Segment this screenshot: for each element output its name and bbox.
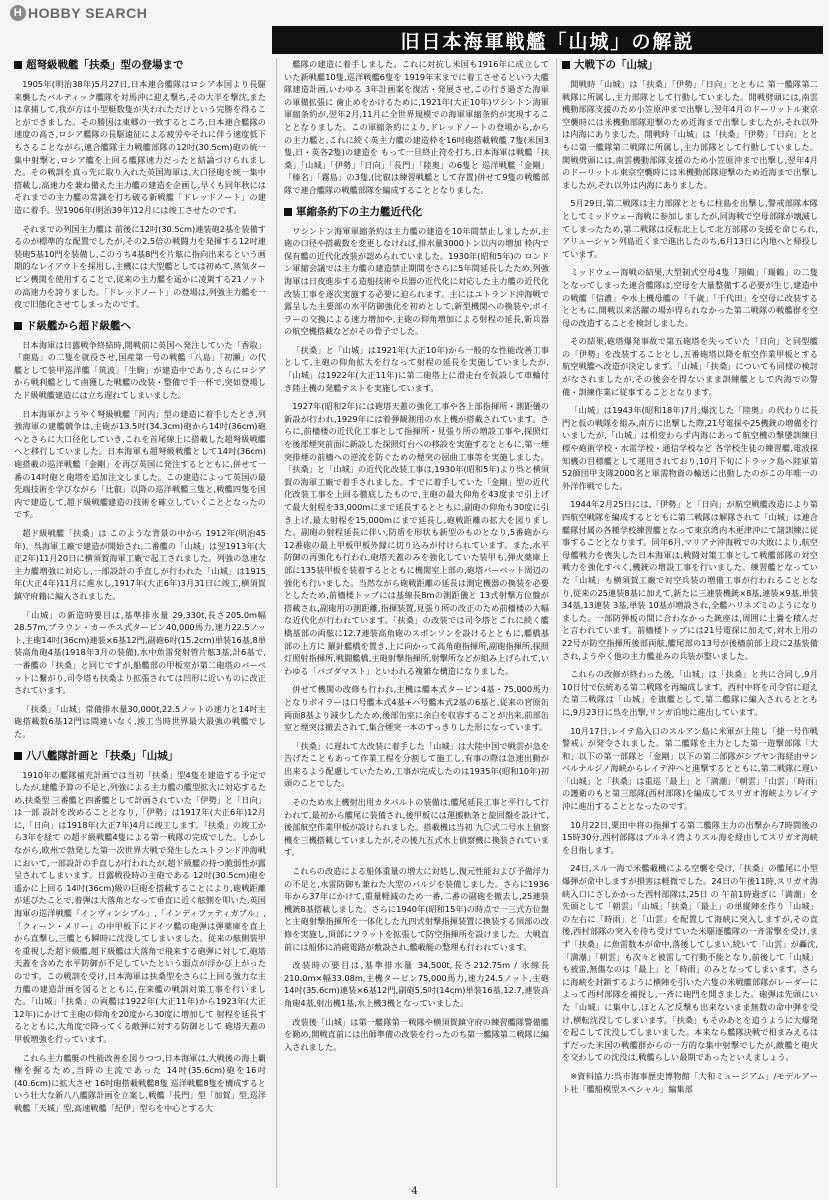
- paragraph: これらの改造による船体重量の増大に対処し,復元性能および予備浮力の不足と,水雷防御も兼ねた大型のバルジを装備しました。さらに1936年から37年にかけて,重量軽減のため一番,二番の副砲を撤去し,25連装機銃8基搭載しました。さらに1940年(昭和15年)の時点で一三式方位盤と主砲射撃指揮所を一体化した九四式射撃指揮装置に換装する頂部の改修を実施し,頂部にフラットを拡張して防空指揮所を設けました。大戦直前には船体に消磁電路が敷設され,艦載艇の整理も行われています。: [284, 866, 549, 952]
- column-divider: [276, 58, 277, 1188]
- paragraph: 「扶桑」に遅れて大改装に着手した「山城」は大陸中国で戦雲が急を告げたこともあって作業工程を分割して施工し,有事の際は急速出動が 出来るよう配慮していたため,工事が完成したのは1935年(昭和10年)初頭のことでした。: [284, 740, 549, 789]
- paragraph: 1905年(明治38年)5月27日,日本連合艦隊はロシア本国より長駆来襲したバルティック艦隊を対馬沖に迎え撃ち,その大半を撃沈,または拿捕して,我が方は小型艇数隻が失われただけという完勝を得ることができました。その勝因は東郷の一致するところ,日本連合艦隊の速度の高さ,ロシア艦隊の長駆遠征による疲労やそれに伴う速度低下もさることながら,連合艦隊主力戦艦部隊の12吋(30.5cm)砲の統一集中射撃と,ロシア艦を上回る艦隊速力だったと結論づけられました。その戦訓を真っ先に取り入れた英国海軍は,大口径砲を統一集中搭載し,高速力を兼ね備えた主力艦の建造を企画し,早くも同年秋にはそれまでの主力艦の常識を打ち破る新戦艦「ドレッドノート」の建造に着手。翌1906年(明治39年)12月には竣工させたのです。: [14, 79, 266, 215]
- paragraph: その結果,砲塔爆発事故で第五砲塔を失っていた「日向」と同型艦の「伊勢」を改装することとし,五番砲塔以降を航空作業甲板とする航空戦艦へ改造が決定します。「山城」「扶桑」についても同様の検討がなされましたが,その後会を得ないまま訓練艦として内海での警備・訓練作業に従事することとなります。: [562, 336, 818, 397]
- paragraph: 10月17日,レイテ島入口のスルアン島に米軍が上陸し「捷一号作戦警戒」が発令されました。第二艦隊を主力とした第一遊撃部隊「大和」以下の第一部隊と「金剛」以下の第二部隊がシブヤン海経由サンベルナルジノ海峡からレイテ沖へと進撃するとともに,第二戦隊に遅い「山城」と「扶桑」は重巡「最上」と「満潮」「朝雲」「山雲」「時雨」の護衛のもと第三部隊(西村部隊)を編成してスリガオ海峡よりレイテ沖に進出することとなったのです。: [562, 725, 818, 812]
- section-heading: 超弩級戦艦「扶桑」型の登場まで: [14, 58, 266, 72]
- paragraph: これらの改修が終わった後,「山城」は「扶桑」と共に合同し,9月10日付で伝統ある第二戦隊を再編成します。西村中将を司令官に迎えた第二戦隊は「山城」を旗艦として,第二艦隊に編入されるとともに,9月23日に呉を出撃,リンガ泊地に進出しています。: [562, 669, 818, 717]
- column-2: [284, 58, 549, 1188]
- paragraph: 超ド級戦艦「扶桑」は このような背景の中から 1912年(明治45年)、呉海軍工廠で建造が開始され,二番艦の「山城」は翌1913年(大正2年)11月20日に横須賀海軍工廠で起工されました。列強の急速な主力艦増強に対応し,一部設計の手直しが行われた「山城」は1915年(大正4年)11月に進水し,1917年(大正6年)3月31日に竣工,横須賀鎮守府籍に編入されました。: [14, 528, 266, 601]
- page-number: 4: [411, 1186, 418, 1197]
- square-bullet-icon: [562, 61, 570, 69]
- column-1: [14, 58, 266, 1188]
- paragraph: 日本海軍は日露戦争終結時,開戦前に英国へ発注していた「香取」「鹿島」の二隻を就役させ,国産第一号の戦艦「八島」「初瀬」の代艦として装甲巡洋艦「筑波」「生駒」が建造中であり,さらにロシアから戦利艦として鹵獲した戦艦の改装・整備で手一杯で,突如登場したド級戦艦建造には立ち遅れてしまいました。: [14, 339, 266, 401]
- paragraph: 開戦時「山城」は「扶桑」「伊勢」「日向」とともに 第一艦隊第二戦隊に所属し,主力部隊として行動していました。開戦劈頭には,南雲機動部隊支援のため小笠原沖まで出撃し,翌年4月のドーリットル東京空襲時には米機動部隊迎撃のため近海まで出撃しましたが,それ以外は内海にありました。開戦時「山城」は「扶桑」「伊勢」「日向」とともに第一艦隊第二戦隊に所属し,主力部隊として行動していました。開戦劈頭には,南雲機動部隊支援のため小笠原沖まで出撃し,翌年4月のドーリットル東京空襲時には米機動部隊迎撃のため近海まで出撃しましたが,それ以外は内海にありました。: [562, 79, 818, 190]
- paragraph: 1944年2月25日には,「伊勢」と「日向」が航空戦艦改造により第四航空戦隊を編成するとともに第二戦隊は解隊されて「山城」は連合艦隊付属の各種学校練習艦となって東京湾内木更津沖にて諸訓練に従事することとなります。同年6月,マリアナ沖海戦での大敗により,航空母艦戦力を喪失した日本海軍は,戦闘対策工事として戦艦部隊の対空戦力を強化すべく,機銃の増設工事を行いました。練習艦となっていた「山城」も横須賀工廠で対空兵装の増備工事が行われることとなり,従来の25連装8基に加えて,新たに三連装機銃×8基,連装×9基,単装34基,13連装 3基,単装 10基が増設され,全艦ハリネズミのようになりました。一部防弾板の間に合わなかった銃座は,周囲に土嚢を積んだと言われています。前檣楼トップには21号電探に加えて,対水上用の22号が防空指揮所後部両舷,艦尾部の13号が後檣前部上段に2基装備され,ようやく他の主力艦並みの兵装が整いました。: [562, 499, 818, 661]
- paragraph: 5月29日,第二戦隊は主力部隊とともに柱島を出撃し,警戒部隊本隊としてミッドウェー海戦に参加しましたが,同海戦で空母部隊が壊滅してしまったため,第二戦隊は反転北上して北方部隊の支援を命じられ,アリューシャン列島近くまで進出したのち,6月13日に内地へと帰投しています。: [562, 198, 818, 259]
- paragraph: 1910年の艦隊補充計画では当初「扶桑」型4隻を建造する予定でしたが,建艦予算の不足と,列強による主力艦の艦型拡大に対応するため,扶桑型 三番艦と四番艦として計画されていた「伊勢」と「日向」は一部 設計を改めることとなり,「伊勢」は1917年(大正6年)12月に,「日向」は1918年(大正7年)4月に竣工します。「扶桑」の竣工から3年を経て の超ド級戦艦4隻による第一戦隊の完成でした。しかしながら,欧州で勃発した第一次世界大戦で発生したユトランド沖海戦において,一部設計の手直しが行われたが,超ド級艦の持つ脆弱性が露呈されてしまいます。日露戦役時の主砲である 12吋(30.5cm)砲を遙かに上回る 14吋(36cm)級の巨砲を搭載することにより,砲戦距離が延びたことで,着弾は大落角となって垂直に近く舷側を叩いた,英国海軍の巡洋戦艦「インヴィンシブル」,「インディファティガブル」,「クィーン・メリー」の中甲板下にドイツ艦の砲弾は弾薬庫を直上から直撃し,三艦とも瞬時に沈没してしまいました。従来の舷側装甲を重視した超ド級艦,超ド級艦は大落角で飛来する砲弾に対して,砲塔天蓋を含めた水平防御が不足していたという弱点が浮かび上がったのです。この戦訓を受け,日本海軍は扶桑型をさらに上回る強力な主力艦の建造計画を図るとともに,在来艦の戦訓対策工事を行いました。「山城」「扶桑」の両艦は1922年(大正11年)から1923年(大正12年)にかけて主砲の仰角を20度から30度に増加して 射程を延長するとともに,大角度で降ってくる敵弾に対する防御として 砲塔天蓋の甲板増強を行っています。: [14, 769, 266, 1044]
- paragraph: 改装後「山城」は第一艦隊第一戦隊や横須賀鎮守府の練習艦隊警備艦を勤め,開戦直前には出師準備の改装を行ったのち第一艦隊第二戦隊に編入されました。: [284, 1016, 549, 1052]
- logo-text: HOBBY SEARCH: [28, 5, 148, 21]
- square-bullet-icon: [14, 752, 22, 760]
- square-bullet-icon: [284, 208, 292, 216]
- paragraph: 改装時の要目は,基準排水量 34,500t,長さ212.75m / 水線長210.0m×幅33.08m,主機タービン75,000馬力,速力24.5ノット,主砲14吋(35.6cm)連装×6基12門,副砲5.5吋(14cm)単装16基,12.7,連装高角砲4基,射出機1基,水上機3機となっていました。: [284, 960, 549, 1008]
- paragraph: 「扶桑」「山城」常備排水量30,000t,22.5ノットの速力と14吋主砲搭載数6基12門は間違いなく,竣工当時世界最大最強の戦艦でした。: [14, 703, 266, 739]
- paragraph: 併せて機関の改修も行われ,主機は艦本式タービン4基・75,000馬力となりボイラーは口号艦本式4基+ハ号艦本式2基の6基と,従来の宮原缶両面8基より減少したため,後部缶室に余白を収容することが出来,前部缶室と煙突は撤去されて,集合煙突一本のすっきりした形になっています。: [284, 684, 549, 733]
- section-heading: 八八艦隊計画と「扶桑」「山城」: [14, 749, 266, 763]
- paragraph: 1927年(昭和2年)には砲塔天蓋の強化工事や各上部指揮所・測距儀の新設が行われ,1929年には着弾観測用の水上機が搭載されています。さらに,前檣楼の近代化工事として指揮所・見張り所の増設工事や,探照灯を後部煙突前面に新設した探照灯台への移設を実施するとともに,第一煙突排煙の前檣への逆流を防ぐための煙突の屈曲工事等を実施しました。「扶桑」と「山城」の近代化改装工事は,1930年(昭和5年)より呉と横須賀の海軍工廠で着手されました。すでに着手していた「金剛」型の近代化改装工事を上回る徹底したもので,主砲の最大仰角を43度まで引上げて最大射程を33,000mにまで延長するとともに,副砲の仰角も30度に引き上げ,最大射程を15,000mにまで延長し,砲戦距離の拡大を図りました。副砲の射程延長に伴い,防盾を形状も新型のものとなり,5番砲から12番砲の最上甲板甲板外縁に切り込みが付けられています。また,水平防御の再強化も行われ,砲塔天蓋のみを強化していた装甲も,弾火薬庫上部に135装甲板を装着するとともに機関室上部の,砲塔バーベット周辺の強化も行いました。当然ながら砲戦距離の延長は測定機器の換装を必要としたため,前檣楼トップには基線長8mの測距儀と 13式射撃方位盤が搭載され,副砲用の測距離,指揮装置,見張り所の改正のため前檣楼の大幅な近代化が行われています。「扶桑」の改装では司令塔とこれに続く艦橋基部の両舷に12.7連装高角砲のスポンソンを設けるとともに,艦橋基部の上方に 羅針艦橋を置き,上に向かって高角砲指揮所,副砲指揮所,探照灯照射指揮所,戦闘艦橋,主砲射撃指揮所,射撃所などが組み上げられて,いわゆる「パゴダマスト」といわれる複雑な構造になりました。: [284, 401, 549, 676]
- column-divider: [556, 58, 557, 1188]
- square-bullet-icon: [14, 322, 22, 330]
- paragraph: ワシントン海軍軍縮条約は主力艦の建造を10年間禁止しましたが,主砲の口径や搭載数を変更しなければ,排水量3000トン以内の増加 枠内で保有艦の近代化改装が認められていました。1930年(昭和5年)の ロンドン軍縮会議では主力艦の建造禁止期間をさらに5年間延長したため,列強海軍は日夜進歩する造船技術や兵器の近代化に対応した主力艦の近代化改装工事を逐次実施する必要に迫られます。主にはユトランド沖海戦で露呈した主要部の水平防御強化を初めとして,新型機関への換装や,ボイラーの交換による速力増加や,主砲の仰角増加による射程の延長,新兵器の航空機搭載などがその骨子でした。: [284, 225, 549, 337]
- section-heading: 大戦下の「山城」: [562, 58, 818, 72]
- column-3: [562, 58, 818, 1188]
- paragraph: これら主力艦艇の性能改善を図りつつ,日本海軍は,大戦後の海上覇権を握るため,当時の主流であった 14吋(35.6cm)砲を16吋(40.6cm)に拡大させ 16吋砲搭載戦艦8隻 巡洋戦艦8隻を構成するという壮大な新八八艦隊計画を立案し,戦艦「長門」型「加賀」型,巡洋戦艦「天城」型,高速戦艦「紀伊」型らを中心とする大: [14, 1052, 266, 1113]
- paragraph: 「扶桑」と「山城」は1921年(大正10年)から一般的な性能改善工事として,主砲の仰角拡大を行なって射程の延長を実施していましたが,「山城」は1922年(大正11年)に第二砲塔上に滑走台を仮設して車輪付き陸上機の発艦テストを実施しています。: [284, 344, 549, 393]
- paragraph: 日本海軍がようやく弩級戦艦「河内」型の建造に着手したとき,列強海軍の建艦競争は,主砲が13.5吋(34.3cm)砲から14吋(36cm)砲へとさらに大口径化していき,これを首尾線上に搭載した超弩級戦艦へと移行していました。日本海軍も超弩級戦艦として14吋(36cm)砲搭載の巡洋戦艦「金剛」を再び英国に発注するとともに,併せて一番の14吋砲と砲塔を追加注文しました。この建造によって英国の最先端技術を学びながら「比叡」以降の巡洋戦艦三隻と,戦艦四隻を国内で建造して,超ド級戦艦建造の技術を確立していくこととなったのです。: [14, 408, 266, 520]
- section-heading: 軍縮条約下の主力艦近代化: [284, 205, 549, 219]
- paragraph: 艦隊の建造に着手しました。これに対抗し米国も1916年に成立していた新戦艦10隻,巡洋戦艦6隻を 1919年末までに着工させるという大艦隊建造計画,いわゆる 3年計画案を復活・発展させ,この行き過ぎた海軍の軍備拡張に 歯止めをかけるために,1921年(大正10年)ワシントン海軍軍縮条約が,翌年2月,11月に全世界規模での海軍軍縮条約が実現することとなりました。この軍縮条約により,ドレッドノートの登場から,からの主力艦と,これに続く英主力艦の建造枠を16吋砲搭載戦艦 7隻(米国3隻,日・英各2隻)の建造を もって一旦終止符を打ち,日本海軍は戦艦「扶桑」「山城」「伊勢」「日向」「長門」「陸奥」の6隻と 巡洋戦艦「金剛」「榛名」「霧島」の3隻,(比叡は練習戦艦として存置)併せて9隻の戦艦部隊で連合艦隊の戦艦部隊を編成することとなりました。: [284, 59, 549, 195]
- site-header: [0, 0, 829, 26]
- article-title: 旧日本海軍戦艦「山城」の解説: [272, 26, 823, 54]
- paragraph: 10月22日,栗田中将の指揮する第二艦隊主力の出撃から7時間後の15時30分,西村部隊はブルネイ湾よりスル海を経由してスリガオ海峡を目指します。: [562, 819, 818, 855]
- site-logo[interactable]: [10, 5, 147, 21]
- credits-note: ※資料協力:呉市海事歴史博物館「大和ミュージアム」/モデルアート社「艦船模型スペシャル」編集部: [562, 1070, 818, 1094]
- square-bullet-icon: [14, 61, 22, 69]
- logo-mark-icon: H: [10, 5, 26, 21]
- paragraph: 「山城」の新造時要目は,基準排水量 29,330t,長さ205.0m幅28.57m,ブラウン・カーチス式タービン40,000馬力,速力22.5ノット,主砲14吋(36cm)連装×6基12門,副砲6吋(15.2cm)単装16基,8単装高角砲4基(1918年3月の装備),水中魚雷発射管片舷3基,計6基で,一番艦の「扶桑」と同じですが,船艦部の甲板室が第二砲塔のバーベットに繋がり,司令塔も扶桑より拡張されては凹形に近いものに改正されています。: [14, 609, 266, 696]
- paragraph: 「山城」は1943年(昭和18年)7月,爆沈した「陸奥」の代わりに長門と仮の戦隊を組み,南方に出撃した際,21号電探や25機銃の増備を行いましたが,「山城」は相変わらず内海にあって航空機の撃墜訓練目標や砲術学校・水雷学校・通信学校など 各学校生徒の練習艦,電波探知機の目標艦として運用されており,10月下旬にトラック島へ陸軍第52師団甲支隊2000名と軍需物資の輸送に出動したのがこの年唯一の外洋作戦でした。: [562, 405, 818, 491]
- paragraph: それまでの列国主力艦は 前後に12吋(30.5cm)連装砲2基を装備するのが標準的な配置でしたが,その2.5倍の戦闘力を発揮する12吋連装砲5基10門を装備し,このうち4基8門を片舷に指向出来るという画期的なレイアウトを採用し,主機には大型艦としては初めて,蒸気タービン機関を使用することで,従来の主力艦を遥かに凌駕する21ノットの高速力を誇りました。「ドレッドノート」の登場は,列強主力艦を一夜で旧態化させてしまったのです。: [14, 223, 266, 310]
- paragraph: そのため水上機射出用カタパルトの装備は,艦尾延長工事と平行して行われて,最初から艦尾に装備され,後甲板には運搬軌条と旋回盤を設けて,後部航空作業甲板が設けられました。搭載機は当初 九〇式二号水上偵察機を三機搭載していましたが,その後九五式水上偵察機に換装されています。: [284, 797, 549, 858]
- paragraph: 24日,スル一海で米艦載機による空襲を受け,「扶桑」の艦尾に小型爆弾が命中しますが損害は軽微でした。24日の午後11時,スリガオ海峡入口にさしかかった西村部隊は,25日 の 午前1時過ぎに「満潮」を先頭として「朝雲」「山城」「扶桑」「最上」の単縦陣を作り「山城」の左右に「時雨」と「山雲」を配置して海峡に突入しますが,その直後,西村部隊の突入を待ち受けていた米駆逐艦隊の一斉雷撃を受け,まず「扶桑」に魚雷数本が命中,落後してしまい,続いて「山雲」が轟沈,「満潮」「朝雲」も次々と被雷して行動不能となり,前後して「山城」も被雷,無傷なのは「最上」と「時雨」のみとなってしまいます。さらに海峡を封鎖するように横陣を引いた六隻の米戦艦部隊がレーダーによって西村部隊を補捉し,一斉に砲門を開きました。砲弾は先頭にいた「山城」に集中し,ほとんど反撃も出来ないまま無数の命中弾を受け,横転沈没してしまいます。「扶桑」もそのあとを追うように大爆発を起こして沈没してしまいました。本来なら艦隊決戦で相まみえるはずだった米国の戦艦群からの一方的な集中射撃でしたが,敵艦と砲火を交わしての沈没は,戦艦らしい最期であったといえましょう。: [562, 863, 818, 1063]
- section-heading: ド級艦から超ド級艦へ: [14, 319, 266, 333]
- paragraph: ミッドウェー海戦の結果,大型制式空母4隻「翔鶴」「瑞鶴」の二隻となってしまった連合艦隊は,空母を大量整備する必要が生じ,建造中の戦艦「信濃」や水上機母艦の「千歳」「千代田」を空母に改装するとともに,開戦以来活躍の場が得られなかった第二戦隊の戦艦群を空母の改造することを検討しました。: [562, 267, 818, 328]
